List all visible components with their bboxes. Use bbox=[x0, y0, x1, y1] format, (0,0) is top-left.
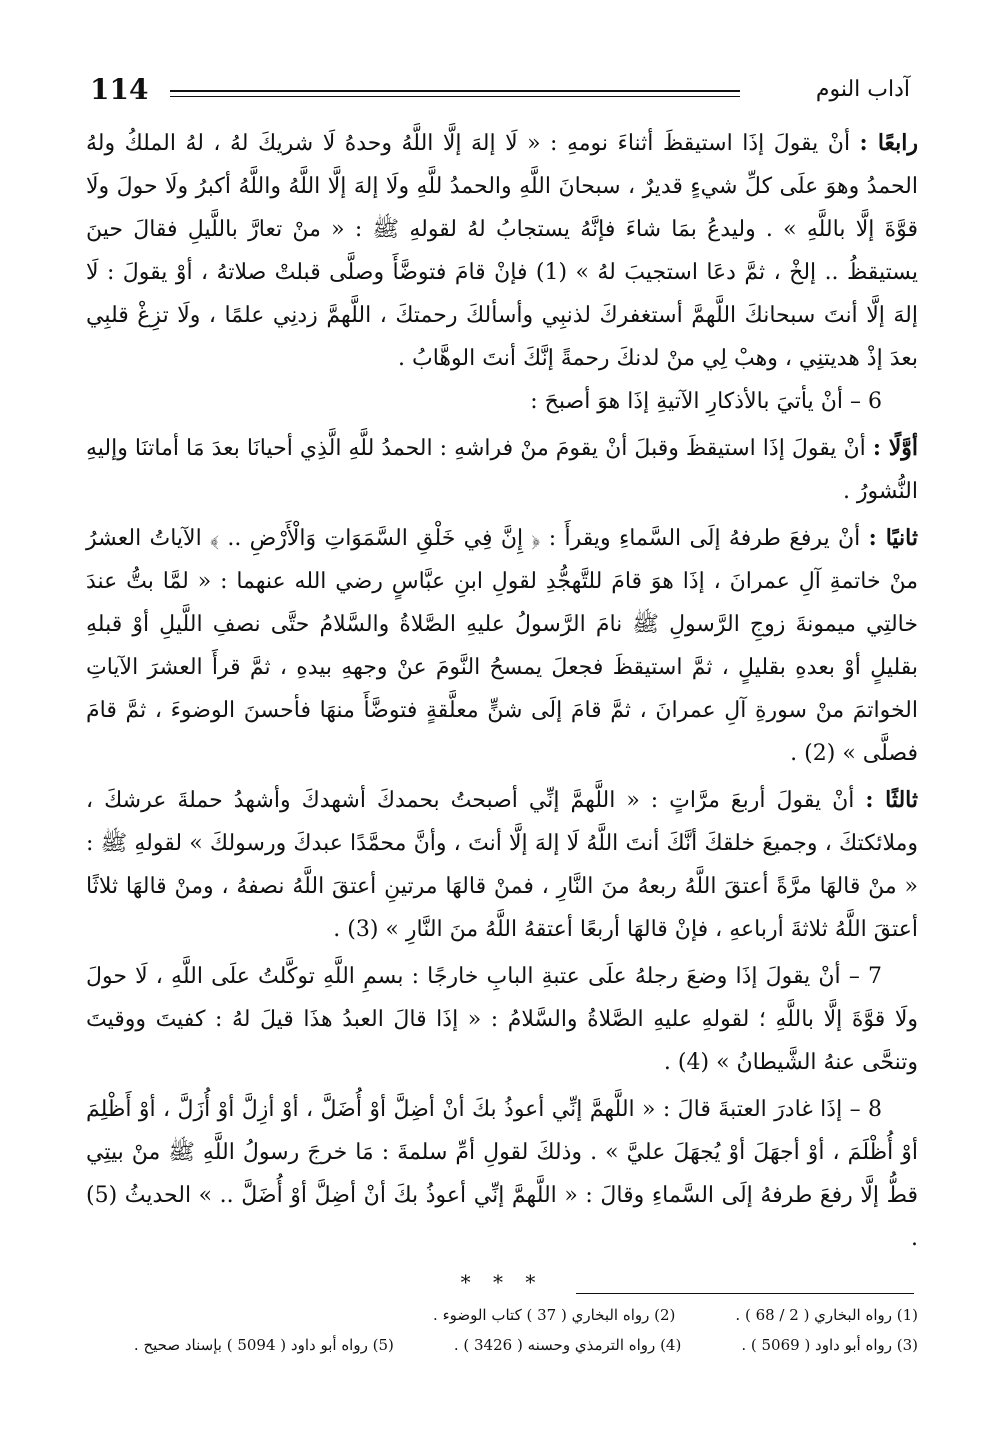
paragraph-second bbox=[86, 517, 918, 775]
paragraph-item-8 bbox=[86, 1088, 918, 1260]
footnotes bbox=[86, 1300, 918, 1360]
footnote-4: (4) رواه الترمذي وحسنه ( 3426 ) . bbox=[453, 1336, 682, 1354]
paragraph-text: أنْ يقولَ أربعَ مرَّاتٍ : « اللَّهمَّ إنِّي أصبحتُ بحمدكَ أشهدكَ وأشهدُ حملةَ عرشكَ ، وملائكتكَ ، وجميعَ خلقكَ أنَّكَ أنتَ اللَّهُ لَا إلهَ إلَّا أنتَ ، وأنَّ محمَّدًا عبدكَ ورسولكَ » لقولهِ ﷺ : « منْ قالهَا مرَّةً أعتقَ اللَّهُ ربعهُ منَ النَّارِ ، فمنْ قالهَا مرتينِ أعتقَ اللَّهُ نصفهُ ، ومنْ قالهَا ثلاثًا أعتقَ اللَّهُ ثلاثةَ أرباعهِ ، فإنْ قالهَا أربعًا أعتقهُ اللَّهُ منَ النَّارِ » (3) . bbox=[86, 788, 918, 942]
paragraph-label: رابعًا : bbox=[859, 130, 918, 156]
item-number: 8 – bbox=[849, 1097, 882, 1122]
paragraph-text: أنْ يأتيَ بالأذكارِ الآتيةِ إذَا هوَ أصبحَ : bbox=[530, 389, 843, 414]
paragraph-third bbox=[86, 779, 918, 951]
paragraph-first bbox=[86, 427, 918, 513]
paragraph-text: أنْ يرفعَ طرفهُ إلَى السَّماءِ ويقرأَ : ﴿ إِنَّ فِي خَلْقِ السَّمَوَاتِ وَالْأَرْضِ .. ﴾ الآياتُ العشرُ منْ خاتمةِ آلِ عمرانَ ، إذَا هوَ قامَ للتَّهجُّدِ لقولِ ابنِ عبَّاسٍ رضي الله عنهما : « لمَّا بتُّ عندَ خالتِي ميمونةَ زوجِ الرَّسولِ ﷺ نامَ الرَّسولُ عليهِ الصَّلاةُ والسَّلامُ حتَّى نصفِ اللَّيلِ أوْ قبلهِ بقليلٍ أوْ بعدهِ بقليلٍ ، ثمَّ استيقظَ فجعلَ يمسحُ النَّومَ عنْ وجههِ بيدهِ ، ثمَّ قرأَ العشرَ الآياتِ الخواتمَ منْ سورةِ آلِ عمرانَ ، ثمَّ قامَ إلَى شنٍّ معلَّقةٍ فتوضَّأَ منهَا فأحسنَ الوضوءَ ، ثمَّ قامَ فصلَّى » (2) . bbox=[86, 526, 918, 766]
page-header bbox=[90, 66, 910, 108]
section-separator: * * * bbox=[460, 1270, 544, 1294]
page-number: 114 bbox=[90, 73, 149, 106]
paragraph-text: أنْ يقولَ إذَا استيقظَ أثناءَ نومهِ : « لَا إلهَ إلَّا اللَّهُ وحدهُ لَا شريكَ لهُ ، لهُ الملكُ ولهُ الحمدُ وهوَ علَى كلِّ شيءٍ قديرٌ ، سبحانَ اللَّهِ والحمدُ للَّهِ ولَا إلهَ إلَّا اللَّهُ واللَّهُ أكبرُ ولَا حولَ ولَا قوَّةَ إلَّا باللَّهِ » . وليدعُ بمَا شاءَ فإنَّهُ يستجابُ لهُ لقولهِ ﷺ : « منْ تعارَّ باللَّيلِ فقالَ حينَ يستيقظُ .. إلخْ ، ثمَّ دعَا استجيبَ لهُ » (1) فإنْ قامَ فتوضَّأَ وصلَّى قبلتْ صلاتهُ ، أوْ يقولَ : لَا إلهَ إلَّا أنتَ سبحانكَ اللَّهمَّ أستغفركَ لذنبِي وأسألكَ رحمتكَ ، اللَّهمَّ زدنِي علمًا ، ولَا تزِغْ قلبِي بعدَ إذْ هديتنِي ، وهبْ لِي منْ لدنكَ رحمةً إنَّكَ أنتَ الوهَّابُ . bbox=[86, 131, 919, 371]
paragraph-label: ثانيًا : bbox=[868, 525, 918, 551]
paragraph-text: إذَا غادرَ العتبةَ قالَ : « اللَّهمَّ إنِّي أعوذُ بكَ أنْ أضِلَّ أوْ أُضَلَّ ، أوْ أزِلَّ أوْ أُزَلَّ ، أوْ أَظْلِمَ أوْ أُظْلَمَ ، أوْ أجهَلَ أوْ يُجهَلَ عليَّ » . وذلكَ لقولِ أمِّ سلمةَ : مَا خرجَ رسولُ اللَّهِ ﷺ منْ بيتِي قطُّ إلَّا رفعَ طرفهُ إلَى السَّماءِ وقالَ : « اللَّهمَّ إنِّي أعوذُ بكَ أنْ أضِلَّ أوْ أُضَلَّ .. » الحديثُ (5) . bbox=[86, 1097, 918, 1251]
paragraph-fourth bbox=[86, 122, 918, 380]
paragraph-item-7 bbox=[86, 955, 918, 1084]
footnote-3: (3) رواه أبو داود ( 5069 ) . bbox=[741, 1336, 918, 1354]
footnote-row bbox=[86, 1330, 918, 1360]
header-rule bbox=[170, 90, 740, 97]
item-number: 7 – bbox=[848, 964, 882, 989]
footnote-5: (5) رواه أبو داود ( 5094 ) بإسناد صحيح . bbox=[133, 1336, 394, 1354]
paragraph-text: أنْ يقولَ إذَا وضعَ رجلهُ علَى عتبةِ البابِ خارجًا : بسمِ اللَّهِ توكَّلتُ علَى اللَّهِ ، لَا حولَ ولَا قوَّةَ إلَّا باللَّهِ ؛ لقولهِ عليهِ الصَّلاةُ والسَّلامُ : « إذَا قالَ العبدُ هذَا قيلَ لهُ : كفيتَ ووقيتَ وتنحَّى عنهُ الشَّيطانُ » (4) . bbox=[86, 964, 918, 1075]
item-number: 6 – bbox=[850, 389, 882, 414]
footnote-2: (2) رواه البخاري ( 37 ) كتاب الوضوء . bbox=[433, 1306, 676, 1324]
running-title: آداب النوم bbox=[815, 77, 910, 102]
paragraph-label: ثالثًا : bbox=[865, 787, 918, 813]
paragraph-label: أوَّلًا : bbox=[872, 435, 918, 461]
paragraph-text: أنْ يقولَ إذَا استيقظَ وقبلَ أنْ يقومَ منْ فراشهِ : الحمدُ للَّهِ الَّذِي أحيانَا بعدَ مَا أماتنَا وإليهِ النُّشورُ . bbox=[86, 436, 918, 504]
main-text bbox=[86, 122, 919, 1294]
footnote-1: (1) رواه البخاري ( 2 / 68 ) . bbox=[735, 1306, 918, 1324]
footnote-row bbox=[86, 1300, 918, 1330]
paragraph-item-6 bbox=[86, 380, 918, 423]
footnote-divider bbox=[576, 1293, 914, 1294]
